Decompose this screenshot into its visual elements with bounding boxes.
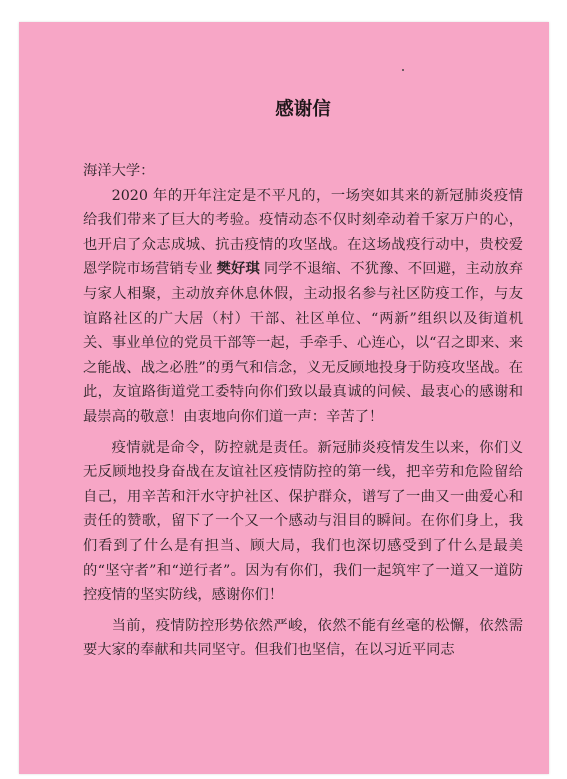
paragraph-1-before-name: 2020 年的开年注定是不平凡的，一场突如其来的新冠肺炎疫情给我们带来了巨大的考验。疫情动态不仅时刻牵动着千家万户的心，也开启了众志成城、抗击疫情的攻坚战。在这场战疫行动中，贵校爱恩学院市场营销专业	[83, 187, 523, 278]
paper-speck	[402, 69, 404, 71]
student-name: 樊好琪	[216, 261, 260, 278]
letter-body	[83, 98, 523, 669]
letter-paper	[19, 22, 549, 774]
paragraph-3: 当前，疫情防控形势依然严峻，依然不能有丝毫的松懈，依然需要大家的奉献和共同坚守。但我们也坚信，在以习近平同志	[83, 617, 523, 659]
paragraph-1-after-name: 同学不退缩、不犹豫、不回避，主动放弃与家人相聚，主动放弃休息休假，主动报名参与社区防疫工作，与友谊路社区的广大居（村）干部、社区单位、“两新”组织以及街道机关、事业单位的党员干部等一起，手牵手、心连心，以“召之即来、来之能战、战之必胜”的勇气和信念，义无反顾地投身于防疫攻坚战。在此，友谊路街道党工委特向你们致以最真诚的问候、最衷心的感谢和最崇高的敬意！由衷地向你们道一声：辛苦了！	[83, 261, 524, 425]
paragraph-2: 疫情就是命令，防控就是责任。新冠肺炎疫情发生以来，你们义无反顾地投身奋战在友谊社区疫情防控的第一线，把辛劳和危险留给自己，用辛苦和汗水守护社区、保护群众，谱写了一曲又一曲爱心和责任的赞歌，留下了一个又一个感动与泪目的瞬间。在你们身上，我们看到了什么是有担当、顾大局，我们也深切感受到了什么是最美的“坚守者”和“逆行者”。因为有你们，我们一起筑牢了一道又一道防控疫情的坚实防线，感谢你们！	[83, 439, 523, 604]
letter-salutation: 海洋大学：	[83, 163, 155, 179]
letter-title: 感谢信	[275, 99, 331, 120]
paragraph-1	[83, 184, 523, 430]
